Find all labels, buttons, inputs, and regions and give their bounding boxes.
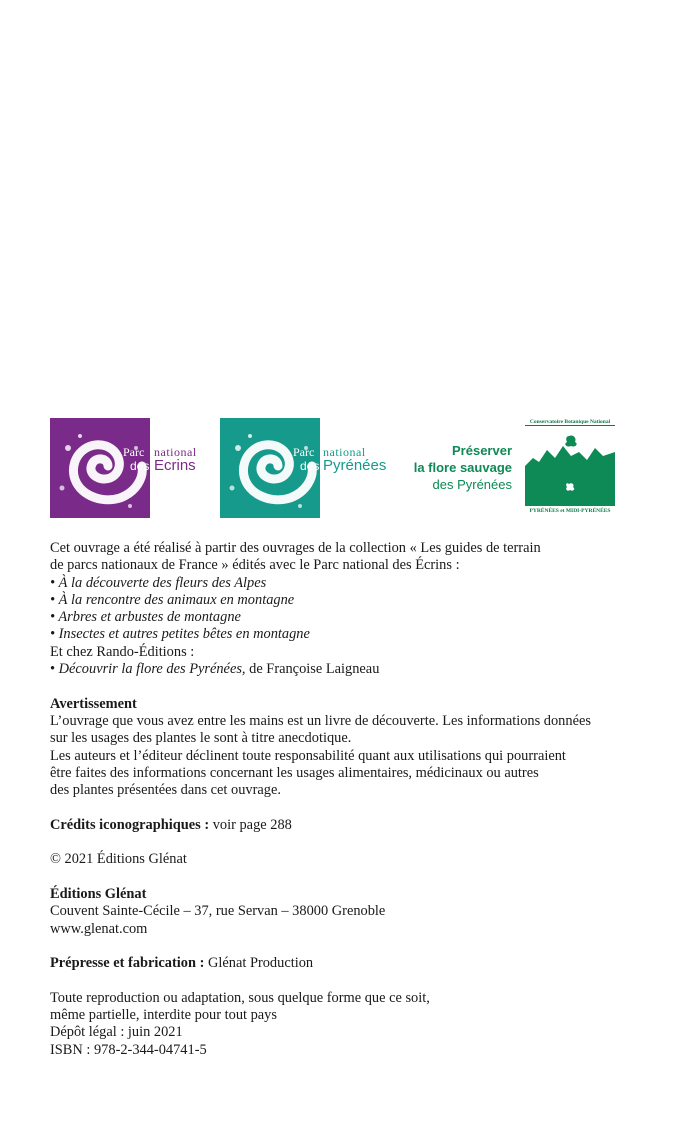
preserver-line3: des Pyrénées <box>432 477 512 492</box>
warning-line: Les auteurs et l’éditeur déclinent toute responsabilité quant aux utilisations qui pourraient <box>50 747 566 764</box>
prepress-value: Glénat Production <box>204 955 314 972</box>
legal-line: même partielle, interdite pour tout pays <box>50 1007 277 1024</box>
copyright: © 2021 Éditions Glénat <box>50 851 187 868</box>
warning-line: des plantes présentées dans cet ouvrage. <box>50 782 281 799</box>
publisher-address: Couvent Sainte-Cécile – 37, rue Servan – 38000 Grenoble <box>50 903 386 920</box>
preserver-flore-logo <box>398 442 512 493</box>
rando-book-item <box>50 661 650 678</box>
publisher-website: www.glenat.com <box>50 920 148 937</box>
warning-line: sur les usages des plantes le sont à titre anecdotique. <box>50 730 352 747</box>
intro-line: de parcs nationaux de France » édités avec le Parc national des Écrins : <box>50 557 460 574</box>
rando-book-author: de Françoise Laigneau <box>245 661 380 678</box>
cbn-top-text: Conservatoire Botanique National <box>525 419 615 426</box>
credits-label: Crédits iconographiques : <box>50 816 210 833</box>
pyrenees-name-text: Pyrénées <box>323 457 387 474</box>
warning-line: être faites des informations concernant les usages alimentaires, médicinaux ou autres <box>50 764 539 781</box>
preserver-line2: la flore sauvage <box>413 460 512 475</box>
preserver-line1: Préserver <box>452 443 512 458</box>
cbn-bottom-text: PYRÉNÉES et MIDI-PYRÉNÉES <box>529 508 611 514</box>
cbn-logo <box>525 418 615 518</box>
prepress-label: Prépresse et fabrication : <box>50 955 205 972</box>
pyrenees-national-text: national <box>323 445 366 459</box>
isbn: ISBN : 978-2-344-04741-5 <box>50 1041 207 1058</box>
warning-title: Avertissement <box>50 695 137 712</box>
book-item: • Insectes et autres petites bêtes en montagne <box>50 626 310 643</box>
warning-line: L’ouvrage que vous avez entre les mains est un livre de découverte. Les informations données <box>50 712 591 729</box>
book-item: • À la rencontre des animaux en montagne <box>50 591 295 608</box>
mountain-icon <box>525 432 615 506</box>
logo-strip <box>50 418 620 518</box>
ecrins-name-text: Ecrins <box>154 457 196 474</box>
ecrins-parc-text: Parc <box>123 445 145 459</box>
book-item: • À la découverte des fleurs des Alpes <box>50 574 267 591</box>
ecrins-national-text: national <box>154 445 197 459</box>
pyrenees-des-text: des <box>300 459 320 473</box>
prepress-line <box>50 955 650 972</box>
credits-line <box>50 817 650 834</box>
legal-line: Toute reproduction ou adaptation, sous quelque forme que ce soit, <box>50 989 430 1006</box>
rando-intro: Et chez Rando-Éditions : <box>50 643 195 660</box>
rando-book-title: Découvrir la flore des Pyrénées, <box>58 661 246 678</box>
credits-value: voir page 288 <box>209 816 292 833</box>
legal-deposit: Dépôt légal : juin 2021 <box>50 1024 183 1041</box>
rando-book-bullet: • <box>50 661 59 678</box>
pyrenees-parc-text: Parc <box>293 445 315 459</box>
colophon-text <box>50 540 650 1059</box>
intro-line: Cet ouvrage a été réalisé à partir des ouvrages de la collection « Les guides de terrain <box>50 540 541 556</box>
publisher-name: Éditions Glénat <box>50 885 147 902</box>
book-item: • Arbres et arbustes de montagne <box>50 609 241 626</box>
ecrins-des-text: des <box>130 459 150 473</box>
